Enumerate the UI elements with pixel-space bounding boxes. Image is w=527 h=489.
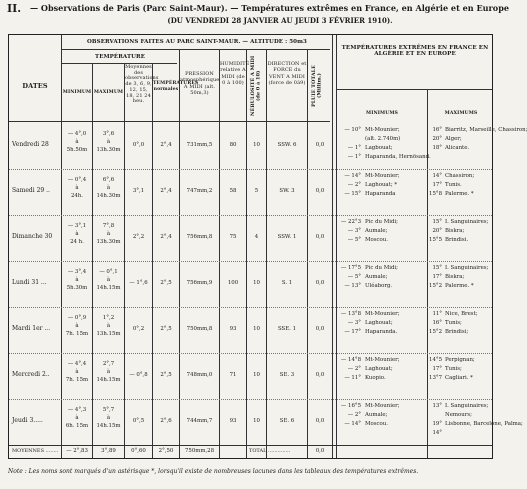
ext-max-place: Brindisi.: [445, 237, 469, 243]
ext-max-value: 14°: [432, 430, 442, 436]
row-min-part: — 0°,4: [67, 177, 87, 183]
ext-max-place: Alger;: [445, 136, 462, 142]
row-press: 744mm,7: [186, 418, 213, 424]
row-moy: 0°,2: [132, 326, 145, 332]
ext-min-place: Moscou.: [365, 421, 388, 427]
row-press: 731mm,5: [186, 142, 213, 148]
max-header: MAXIMUM: [93, 90, 124, 95]
ext-min-header: MINIMUMS: [366, 111, 398, 116]
page-title: — Observations de Paris (Parc Saint-Maur). — Températures extrêmes en France, en Algérie et en Europe: [30, 3, 510, 13]
row-moy: — 1°,6: [129, 280, 148, 286]
row-min-part: — 3°,4: [67, 269, 87, 275]
rule: [336, 35, 337, 458]
dates-header: DATES: [22, 82, 48, 90]
ext-min-place: Uléaborg.: [365, 283, 393, 289]
ext-min-place: Moscou.: [365, 237, 388, 243]
nebulosity-header: NÉBULOSITÉ A MIDI (de 0 à 10): [250, 55, 262, 117]
row-max-part: 1°,2: [102, 315, 115, 321]
ext-max-place: I. Sanguinaires;: [445, 265, 489, 271]
averages-max: 3°,89: [101, 448, 116, 454]
ext-max-place: I. Sanguinaires;: [445, 403, 489, 409]
rain-header: PLUIE TOTALE (Millim.): [311, 65, 323, 107]
ext-min-value: — 15°: [344, 191, 361, 197]
page-subtitle: (DU VENDREDI 28 JANVIER AU JEUDI 3 FÉVRIER 1910).: [167, 16, 393, 25]
row-min-part: à: [75, 231, 79, 237]
ext-min-value: — 14°: [344, 421, 361, 427]
rule: [332, 35, 333, 458]
row-date: Mardi 1er ...: [12, 325, 51, 332]
row-norm: 2°,4: [160, 188, 172, 194]
ext-max-value: 13°7: [429, 375, 442, 381]
row-rule: [9, 215, 492, 216]
ext-min-place: Laghouat; *: [365, 182, 398, 188]
ext-max-value: 19°: [432, 421, 442, 427]
row-hum: 58: [229, 188, 237, 194]
ext-max-header: MAXIMUMS: [444, 111, 478, 116]
ext-min-place: Mt-Mounier;: [365, 173, 400, 179]
ext-max-value: 18°: [432, 145, 442, 151]
row-hum: 71: [229, 372, 237, 378]
averages-rule: [9, 445, 492, 446]
row-min-part: 7h. 15m: [65, 331, 89, 337]
rule: [307, 49, 308, 458]
row-min-part: 7h. 15m: [65, 377, 89, 383]
ext-min-place: Mt-Mounier;: [365, 311, 400, 317]
row-max-part: 3°,6: [102, 131, 115, 137]
ext-min-value: — 3°: [347, 320, 361, 326]
row-max-part: 13h.30m: [96, 239, 121, 245]
averages-label: MOYENNES ........: [12, 448, 59, 454]
footnote: Note : Les noms sont marqués d'un astérisque *, lorsqu'il existe de nombreuses lacunes dans les tableaux des températures extrêmes.: [8, 468, 419, 475]
temperature-header: TEMPÉRATURE: [95, 54, 145, 60]
ext-max-place: Biskra;: [445, 228, 465, 234]
row-vent: SE. 3: [279, 372, 295, 378]
ext-max-value: 14°5: [429, 357, 442, 363]
row-hum: 75: [229, 234, 237, 240]
ext-min-place: Aumale;: [365, 228, 388, 234]
row-min-part: — 4°,4: [67, 361, 87, 367]
ext-min-value: — 17°: [344, 329, 361, 335]
rule: [9, 121, 330, 122]
row-hum: 93: [229, 418, 237, 424]
ext-max-place: Tunis.: [445, 182, 462, 188]
ext-max-place: Perpignan;: [445, 357, 475, 363]
obs-header: OBSERVATIONS FAITES AU PARC SAINT-MAUR. — ALTITUDE : 50m3: [87, 39, 307, 45]
ext-max-place: Chassiron;: [445, 173, 475, 179]
ext-max-value: 20°: [432, 228, 442, 234]
row-min-part: 5h.50m: [66, 147, 88, 153]
ext-max-place: Lisbonne, Barcelone, Palma;: [445, 421, 523, 427]
ext-max-place: Cagliari. *: [445, 375, 473, 381]
row-min-part: — 3°,1: [67, 223, 87, 229]
ext-max-place: I. Sanguinaires;: [445, 219, 489, 225]
row-vent: SSW. 1: [277, 234, 297, 240]
rule: [219, 49, 220, 458]
humidity-header: HUMIDITÉ relative A MIDI (de 0 à 100): [220, 61, 250, 87]
ext-max-place: Brindisi;: [445, 329, 469, 335]
ext-max-place: Biskra;: [445, 274, 465, 280]
averages-moy: 0°,60: [131, 448, 146, 454]
ext-max-value: 15°8: [429, 191, 442, 197]
row-min-part: — 4°,3: [67, 407, 87, 413]
ext-min-place: Pic du Midi;: [365, 265, 398, 271]
row-rule: [9, 261, 492, 262]
row-max-part: 5°,7: [102, 407, 115, 413]
row-min-part: à: [75, 415, 79, 421]
row-neb: 10: [253, 326, 260, 332]
row-norm: 2°,4: [160, 142, 172, 148]
ext-min-value: — 13°: [344, 283, 361, 289]
row-neb: 10: [253, 418, 260, 424]
ext-max-value: 17°: [432, 274, 442, 280]
ext-max-value: 15°5: [429, 237, 442, 243]
row-pluie: 0,0: [315, 372, 325, 378]
ext-max-value: 15°: [432, 219, 442, 225]
ext-max-place: Alicante.: [445, 145, 470, 151]
row-pluie: 0,0: [315, 280, 325, 286]
ext-min-value: — 16°5: [340, 403, 361, 409]
row-date: Mercredi 2..: [12, 371, 50, 378]
min-header: MINIMUM: [62, 90, 92, 95]
ext-min-value: — 2°: [347, 412, 361, 418]
ext-min-value: — 5°: [347, 237, 361, 243]
row-max-part: à: [106, 277, 111, 283]
ext-min-place: Haparanda: [365, 191, 396, 197]
row-vent: SE. 6: [279, 418, 295, 424]
row-press: 756mm,8: [186, 234, 213, 240]
ext-min-place: Kuopio.: [365, 375, 386, 381]
ext-min-place: Haparanda.: [365, 329, 398, 335]
extremes-header: TEMPÉRATURES EXTRÊMES EN FRANCE EN ALGÉRIE ET EN EUROPE: [341, 45, 489, 58]
ext-min-place: Mt-Mounier;: [365, 403, 400, 409]
ext-min-value: — 5°: [347, 274, 361, 280]
row-min-part: 24h.: [70, 193, 84, 199]
row-max-part: 14h.15m: [96, 285, 121, 291]
row-hum: 100: [227, 280, 239, 286]
row-norm: 2°,6: [160, 418, 172, 424]
ext-min-place: Aumale;: [365, 412, 388, 418]
ext-max-value: 20°: [432, 136, 442, 142]
row-min-part: à: [75, 139, 79, 145]
ext-min-value: — 3°: [347, 228, 361, 234]
averages-press: 750mm,28: [184, 448, 215, 454]
row-rule: [9, 353, 492, 354]
ext-max-value: 11°: [432, 311, 442, 317]
ext-max-value: 16°: [432, 320, 442, 326]
wind-header: DIRECTION et FORCE du VENT A MIDI (force de 0à9): [267, 61, 307, 87]
row-neb: 4: [254, 234, 259, 240]
row-max-part: — 0°,1: [99, 269, 118, 275]
row-max-part: à: [106, 185, 111, 191]
ext-max-place: Nemours;: [445, 412, 472, 418]
row-max-part: 14h.15m: [96, 377, 121, 383]
row-max-part: 14h.30m: [96, 193, 121, 199]
ext-min-value: — 14°8: [340, 357, 361, 363]
ext-min-value: — 13°8: [340, 311, 361, 317]
row-max-part: 13h.15m: [96, 331, 121, 337]
ext-max-value: 15°2: [429, 283, 442, 289]
rule: [179, 49, 180, 458]
ext-min-place: Mt-Mounier;: [365, 127, 400, 133]
row-pluie: 0,0: [315, 142, 325, 148]
row-moy: 0°,5: [132, 418, 145, 424]
row-max-part: à: [106, 231, 111, 237]
ext-min-value: — 1°: [347, 154, 361, 160]
moy-header: Moyennes des observations de 3, 6, 9, 12, 15, 18, 21 24 heu.: [125, 64, 159, 105]
row-pluie: 0,0: [315, 326, 325, 332]
ext-min-place: Laghouat;: [365, 320, 393, 326]
ext-max-value: 13°: [432, 403, 442, 409]
row-min-part: 6h. 15m: [65, 423, 89, 429]
ext-min-place: Aumale;: [365, 274, 388, 280]
row-date: Samedi 29 ..: [12, 187, 50, 194]
row-pluie: 0,0: [315, 418, 325, 424]
rule: [336, 89, 492, 90]
total-rain: 0,0: [315, 448, 325, 454]
row-max-part: 6°,6: [102, 177, 115, 183]
row-press: 747mm,2: [186, 188, 213, 194]
row-date: Dimanche 30: [12, 233, 53, 240]
row-max-part: 13h.30m: [96, 147, 121, 153]
row-max-part: à: [106, 323, 111, 329]
rule: [246, 49, 247, 458]
ext-max-place: Biarritz, Marseille, Chassiron;: [445, 127, 527, 133]
total-label: TOTAL ..............: [249, 448, 291, 454]
ext-max-place: Nice, Brest;: [445, 311, 478, 317]
row-hum: 93: [229, 326, 237, 332]
row-max-part: à: [106, 415, 111, 421]
page-number: II.: [7, 2, 22, 15]
row-press: 756mm,9: [186, 280, 213, 286]
row-rule: [9, 307, 492, 308]
ext-max-value: 15°: [432, 265, 442, 271]
ext-max-value: 17°: [432, 182, 442, 188]
row-vent: SW. 3: [279, 188, 295, 194]
row-pluie: 0,0: [315, 234, 325, 240]
row-rule: [9, 399, 492, 400]
ext-min-value: — 10°: [344, 127, 361, 133]
row-min-part: 5h.30m: [66, 285, 88, 291]
averages-norm: 2°,50: [158, 448, 174, 454]
observation-table: [8, 34, 527, 459]
ext-max-place: Palerme. *: [445, 191, 474, 197]
ext-max-place: Palerme. *: [445, 283, 474, 289]
row-norm: 2°,4: [160, 234, 172, 240]
ext-max-value: 15°2: [429, 329, 442, 335]
pressure-header: PRESSION atmosphérique A MIDI (alt. 50m,3): [180, 71, 220, 97]
row-neb: 10: [253, 280, 260, 286]
row-max-part: 2°,7: [102, 361, 115, 367]
rule: [61, 63, 177, 64]
norm-header: TEMPÉRATURES normales: [153, 81, 199, 93]
row-min-part: 24 h.: [70, 239, 84, 245]
rule: [61, 49, 330, 50]
row-moy: 2°,2: [132, 234, 145, 240]
row-moy: 3°,1: [132, 188, 145, 194]
row-neb: 5: [254, 188, 259, 194]
row-neb: 10: [253, 372, 260, 378]
ext-min-place: Mt-Mounier;: [365, 357, 400, 363]
ext-max-value: 14°: [432, 173, 442, 179]
row-date: Jeudi 3.....: [12, 417, 43, 424]
row-vent: S. 1: [281, 280, 293, 286]
row-min-part: — 0°,9: [67, 315, 87, 321]
ext-max-value: 16°: [432, 127, 442, 133]
ext-min-value: — 14°: [344, 173, 361, 179]
row-min-part: à: [75, 185, 79, 191]
ext-min-place: Haparanda, Hernösand.: [365, 154, 431, 160]
row-rule: [9, 169, 492, 170]
row-max-part: à: [106, 139, 111, 145]
ext-min-place: Pic du Midi;: [365, 219, 398, 225]
row-norm: 2°,5: [160, 326, 172, 332]
row-date: Vendredi 28: [12, 141, 49, 148]
row-moy: 0°,0: [132, 142, 145, 148]
row-min-part: — 4°,0: [67, 131, 87, 137]
row-norm: 2°,5: [160, 372, 172, 378]
row-min-part: à: [75, 277, 79, 283]
row-max-part: à: [106, 369, 111, 375]
ext-min-value: — 1°: [347, 145, 361, 151]
ext-min-value: — 11°: [344, 375, 361, 381]
ext-min-place: Laghouat;: [365, 366, 393, 372]
ext-min-value: — 2°: [347, 182, 361, 188]
rule: [61, 35, 62, 458]
ext-max-place: Tunis;: [445, 320, 462, 326]
rule: [266, 49, 267, 458]
row-max-part: 7°,8: [102, 223, 115, 229]
ext-min-value: — 22°3: [340, 219, 361, 225]
ext-max-place: Tunis;: [445, 366, 462, 372]
row-neb: 10: [253, 142, 260, 148]
row-max-part: 14h.15m: [96, 423, 121, 429]
row-press: 750mm,8: [186, 326, 213, 332]
ext-min-place: Lagbouat;: [365, 145, 393, 151]
row-hum: 80: [229, 142, 237, 148]
row-min-part: à: [75, 323, 79, 329]
row-min-part: à: [75, 369, 79, 375]
row-moy: — 0°,8: [129, 372, 148, 378]
ext-max-value: 17°: [432, 366, 442, 372]
row-vent: SSE. 1: [277, 326, 297, 332]
ext-min-place: (alt. 2.740m): [365, 136, 401, 142]
ext-min-value: — 2°: [347, 366, 361, 372]
row-date: Lundi 31 ...: [12, 279, 47, 286]
ext-min-value: — 17°5: [340, 265, 361, 271]
row-press: 748mm,0: [186, 372, 213, 378]
averages-min: — 2°,83: [66, 448, 88, 454]
row-vent: SSW. 6: [277, 142, 297, 148]
row-pluie: 0,0: [315, 188, 325, 194]
row-norm: 2°,5: [160, 280, 172, 286]
